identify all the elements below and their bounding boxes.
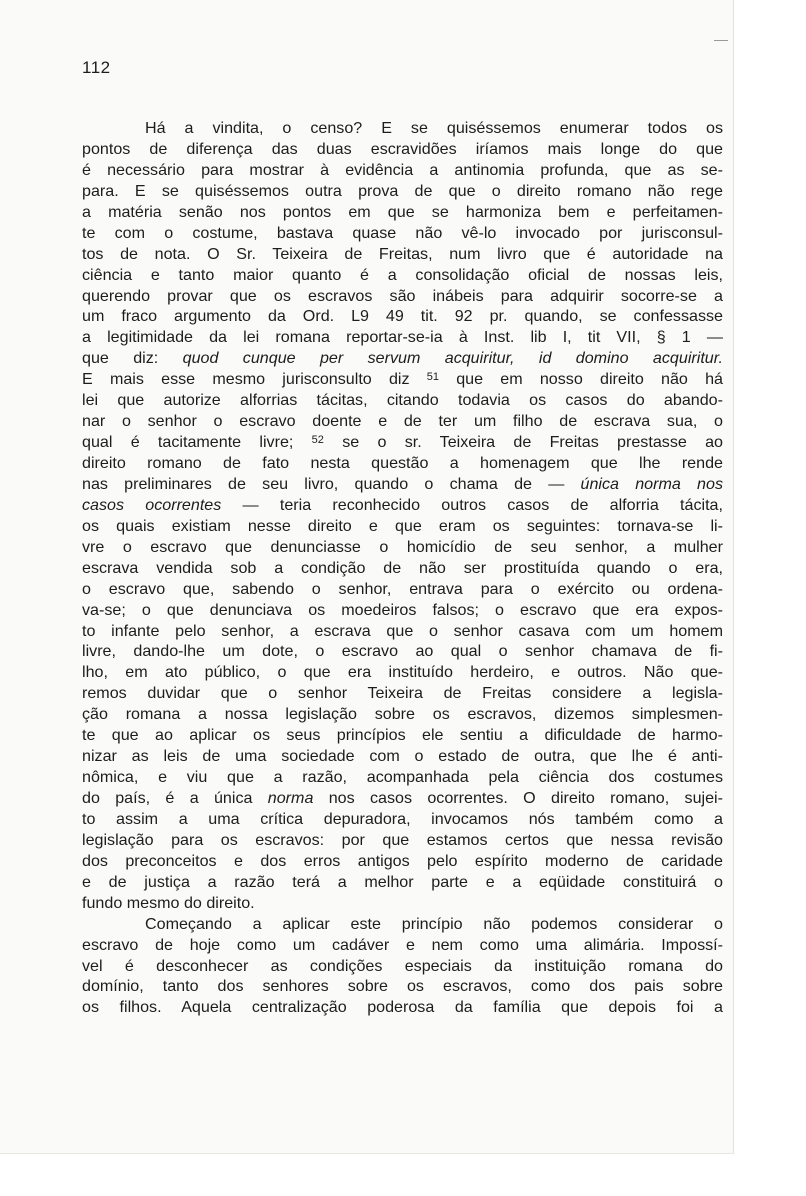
text-line: escravo de hoje como um cadáver e nem como uma alimária. Impossí- bbox=[82, 935, 723, 954]
text-line: a matéria senão nos pontos em que se harmoniza bem e perfeitamen- bbox=[82, 202, 723, 221]
text-line: os quais existiam nesse direito e que eram os seguintes: tornava-se li- bbox=[82, 516, 723, 535]
text-line: nizar as leis de uma sociedade com o estado de outra, que lhe é anti- bbox=[82, 747, 723, 766]
text-line bbox=[82, 474, 723, 495]
text-line: to assim a uma crítica depuradora, invocamos nós também como a bbox=[82, 809, 723, 828]
text-line bbox=[82, 348, 723, 369]
text-line: ciência e tanto maior quanto é a consolidação oficial de nossas leis, bbox=[82, 265, 723, 284]
footnote-ref-51[interactable]: 51 bbox=[426, 371, 439, 384]
footnote-ref-52[interactable]: 52 bbox=[311, 434, 324, 447]
text-line: nar o senhor o escravo doente e de ter um filho de escrava sua, o bbox=[82, 412, 723, 431]
text-line: direito romano de fato nesta questão a homenagem que lhe rende bbox=[82, 454, 723, 472]
text-line: e de justiça a razão terá a melhor parte e a eqüidade constituirá o bbox=[82, 872, 723, 891]
text-line: o escravo que, sabendo o senhor, entrava para o exército ou ordena- bbox=[82, 579, 723, 598]
text-line: pontos de diferença das duas escravidões iríamos mais longe do que bbox=[82, 139, 723, 158]
text-line: vel é desconhecer as condições especiais da instituição romana do bbox=[82, 956, 723, 975]
text-line: to infante pelo senhor, a escrava que o senhor casava com um homem bbox=[82, 621, 723, 640]
text-line: fundo mesmo do direito. bbox=[82, 893, 255, 912]
text-line bbox=[82, 495, 723, 516]
text-segment: nos casos ocorrentes. O direito romano, sujei- bbox=[313, 789, 723, 807]
text-line: querendo provar que os escravos são inábeis para adquirir socorre-se a bbox=[82, 286, 723, 305]
page-number: 112 bbox=[82, 58, 111, 77]
text-line: escrava vendida sob a condição de não ser prostituída quando o era, bbox=[82, 558, 723, 577]
text-line: Há a vindita, o censo? E se quiséssemos enumerar todos os bbox=[145, 119, 723, 137]
text-line bbox=[82, 788, 723, 809]
text-line: um fraco argumento da Ord. L9 49 tit. 92 pr. quando, se confessasse bbox=[82, 307, 723, 326]
text-line bbox=[82, 369, 723, 390]
text-line: livre, dando-lhe um dote, o escravo ao qual o senhor chamava de fi- bbox=[82, 642, 723, 661]
text-line: legislação para os escravos: por que estamos certos que nessa revisão bbox=[82, 830, 723, 849]
text-line: domínio, tanto dos senhores sobre os escravos, como dos pais sobre bbox=[82, 977, 723, 996]
text-line: nômica, e viu que a razão, acompanhada pela ciência dos costumes bbox=[82, 768, 723, 787]
text-line: é necessário para mostrar à evidência a antinomia profunda, que as se- bbox=[82, 160, 723, 179]
text-line: tos de nota. O Sr. Teixeira de Freitas, num livro que é autoridade na bbox=[82, 244, 723, 263]
text-segment: qual é tacitamente livre; bbox=[82, 433, 312, 452]
text-line: te que ao aplicar os seus princípios ele sentiu a dificuldade de harmo- bbox=[82, 726, 723, 745]
text-segment: que em nosso direito não há bbox=[439, 370, 723, 389]
text-line: va-se; o que denunciava os moedeiros falsos; o escravo que era expos- bbox=[82, 600, 723, 619]
text-segment: que diz: bbox=[82, 349, 183, 368]
text-line: dos preconceitos e dos erros antigos pelo espírito moderno de caridade bbox=[82, 851, 723, 870]
text-line: lei que autorize alforrias tácitas, citando todavia os casos do abando- bbox=[82, 391, 723, 410]
text-line: os filhos. Aquela centralização poderosa da família que depois foi a bbox=[82, 998, 723, 1017]
text-segment: — teria reconhecido outros casos de alforria tácita, bbox=[221, 495, 723, 514]
text-line: para. E se quiséssemos outra prova de que o direito romano não rege bbox=[82, 181, 723, 200]
italic-quote: única norma nos bbox=[580, 474, 723, 493]
text-segment: do país, é a única bbox=[82, 789, 268, 807]
italic-quote: casos ocorrentes bbox=[82, 495, 222, 514]
text-segment: nas preliminares de seu livro, quando o chama de — bbox=[82, 474, 581, 493]
text-line bbox=[82, 432, 723, 453]
text-line: ção romana a nossa legislação sobre os escravos, dizemos simplesmen- bbox=[82, 705, 723, 724]
text-line: Começando a aplicar este princípio não podemos considerar o bbox=[145, 914, 723, 933]
body-text bbox=[82, 118, 723, 1018]
text-segment: se o sr. Teixeira de Freitas prestasse ao bbox=[323, 433, 723, 452]
text-line: lho, em ato público, o que era instituído herdeiro, e outros. Não que- bbox=[82, 663, 723, 682]
italic-word: norma bbox=[267, 789, 314, 807]
latin-quote: quod cunque per servum acquiritur, id domino acquiritur. bbox=[182, 349, 723, 368]
text-line: remos duvidar que o senhor Teixeira de Freitas considere a legisla- bbox=[82, 684, 723, 703]
text-line: vre o escravo que denunciasse o homicídio de seu senhor, a mulher bbox=[82, 537, 723, 556]
text-line: a legitimidade da lei romana reportar-se-ia à Inst. lib I, tit VII, § 1 — bbox=[82, 328, 723, 347]
text-line: te com o costume, bastava quase não vê-lo invocado por jurisconsul- bbox=[82, 223, 723, 242]
text-segment: E mais esse mesmo jurisconsulto diz bbox=[82, 370, 427, 389]
corner-mark bbox=[714, 40, 728, 41]
